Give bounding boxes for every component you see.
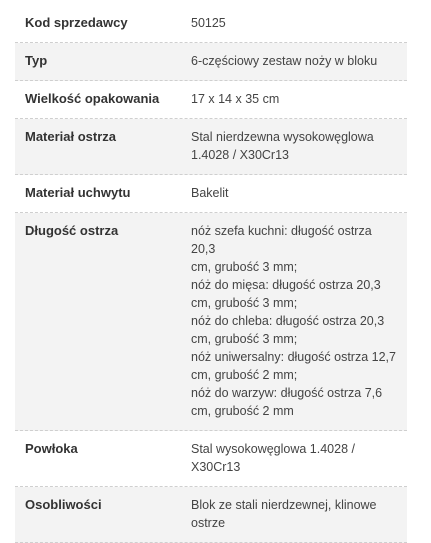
spec-value-line: nóż do warzyw: długość ostrza 7,6 <box>191 386 383 400</box>
spec-label: Osobliwości <box>25 497 102 512</box>
spec-label: Długość ostrza <box>25 223 119 238</box>
spec-value-line: 1.4028 / X30Cr13 <box>191 148 289 162</box>
spec-value <box>191 119 407 174</box>
spec-row-blade-material <box>15 119 407 175</box>
spec-value-line: X30Cr13 <box>191 460 241 474</box>
spec-row-blade-length <box>15 213 407 431</box>
spec-value-line: nóż uniwersalny: długość ostrza 12,7 <box>191 350 396 364</box>
spec-value-line: nóż do chleba: długość ostrza 20,3 <box>191 314 385 328</box>
spec-value-line: 6-częściowy zestaw noży w bloku <box>191 54 378 68</box>
spec-label: Materiał uchwytu <box>25 185 131 200</box>
spec-value <box>191 81 407 118</box>
spec-label: Typ <box>25 53 48 68</box>
spec-value-line: Stal wysokowęglowa 1.4028 / <box>191 442 355 456</box>
spec-value-line: cm, grubość 3 mm; <box>191 296 298 310</box>
spec-label: Materiał ostrza <box>25 129 117 144</box>
spec-row-coating <box>15 431 407 487</box>
spec-row-package-size <box>15 81 407 119</box>
spec-value-line: nóż szefa kuchni: długość ostrza 20,3 <box>191 224 372 256</box>
spec-value-line: Bakelit <box>191 186 229 200</box>
spec-value <box>191 5 407 42</box>
spec-row-type <box>15 43 407 81</box>
spec-row-handle-material <box>15 175 407 213</box>
spec-value <box>191 213 407 430</box>
product-specification-table <box>15 5 407 543</box>
spec-value-line: cm, grubość 2 mm <box>191 404 294 418</box>
spec-row-features <box>15 487 407 543</box>
spec-value <box>191 487 407 542</box>
spec-value-line: cm, grubość 2 mm; <box>191 368 298 382</box>
spec-label: Kod sprzedawcy <box>25 15 128 30</box>
spec-value-line: nóż do mięsa: długość ostrza 20,3 <box>191 278 381 292</box>
spec-value-line: Stal nierdzewna wysokowęglowa <box>191 130 374 144</box>
spec-value-line: Blok ze stali nierdzewnej, klinowe <box>191 498 377 512</box>
spec-value <box>191 43 407 80</box>
spec-value <box>191 175 407 212</box>
spec-value-line: ostrze <box>191 516 226 530</box>
spec-row-seller-code <box>15 5 407 43</box>
spec-value <box>191 431 407 486</box>
spec-value-line: cm, grubość 3 mm; <box>191 332 298 346</box>
spec-label: Wielkość opakowania <box>25 91 160 106</box>
spec-value-line: 17 x 14 x 35 cm <box>191 92 280 106</box>
spec-value-line: cm, grubość 3 mm; <box>191 260 298 274</box>
spec-label: Powłoka <box>25 441 78 456</box>
spec-value-line: 50125 <box>191 16 226 30</box>
